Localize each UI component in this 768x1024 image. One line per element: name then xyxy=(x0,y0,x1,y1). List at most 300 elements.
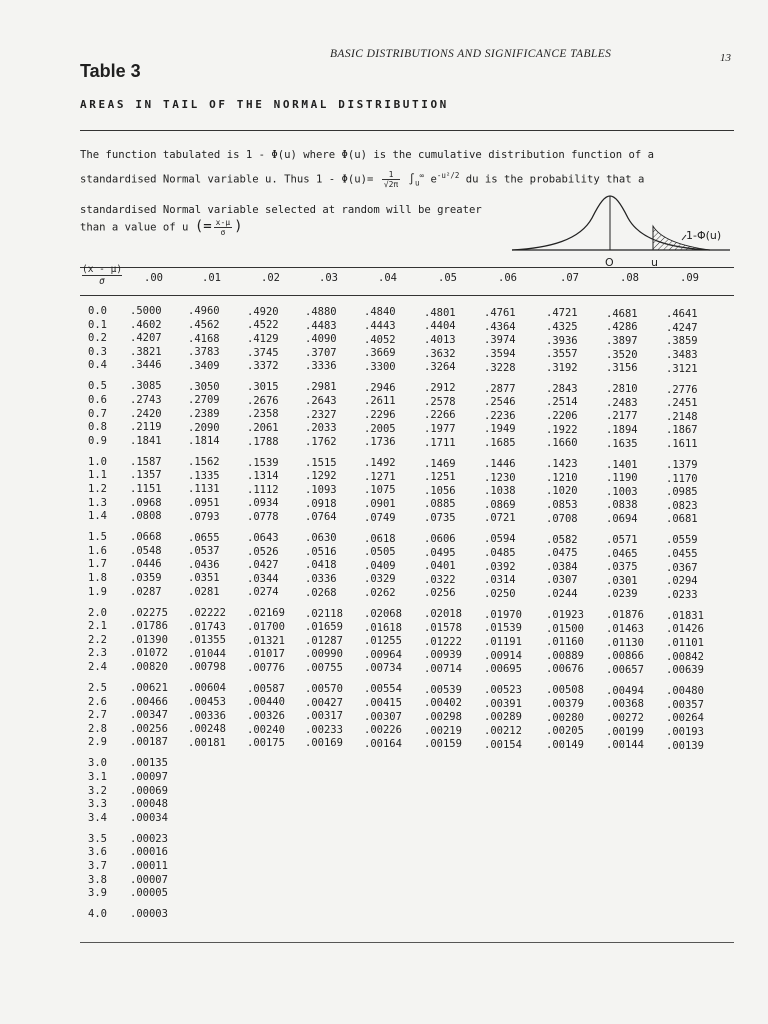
table-cell: .2206 xyxy=(546,410,578,423)
normal-curve-figure xyxy=(510,188,732,260)
table-cell: .01355 xyxy=(188,634,226,647)
table-cell: .00866 xyxy=(606,650,644,663)
table-cell: .0233 xyxy=(666,588,698,601)
table-cell: .00964 xyxy=(364,648,402,661)
table-cell: .0344 xyxy=(247,572,279,585)
table-cell: .0918 xyxy=(305,497,337,510)
running-header: BASIC DISTRIBUTIONS AND SIGNIFICANCE TABLES xyxy=(330,48,612,60)
table-cell: .1539 xyxy=(247,456,279,469)
table-cell: .0475 xyxy=(546,547,578,560)
description-line-3: standardised Normal variable selected at random will be greater xyxy=(80,204,482,216)
table-cell: .3050 xyxy=(188,380,220,393)
table-cell: .1251 xyxy=(424,471,456,484)
table-cell: .0606 xyxy=(424,532,456,545)
table-cell: .00379 xyxy=(546,698,584,711)
table-cell: .3264 xyxy=(424,361,456,374)
row-u-value: 3.2 xyxy=(88,784,107,797)
table-cell: .00466 xyxy=(130,695,168,708)
row-u-value: 0.1 xyxy=(88,318,107,331)
table-cell: .2266 xyxy=(424,409,456,422)
integral-sign: ∫ xyxy=(408,173,416,186)
table-cell: .2148 xyxy=(666,410,698,423)
row-u-value: 1.1 xyxy=(88,469,107,482)
table-cell: .2389 xyxy=(188,407,220,420)
table-cell: .00007 xyxy=(130,873,168,886)
table-cell: .01390 xyxy=(130,633,168,646)
table-cell: .4761 xyxy=(484,307,516,320)
table-cell: .0294 xyxy=(666,575,698,588)
table-cell: .2776 xyxy=(666,383,698,396)
column-header: .05 xyxy=(438,272,457,284)
table-cell: .4286 xyxy=(606,321,638,334)
table-cell: .00193 xyxy=(666,725,704,738)
table-cell: .02018 xyxy=(424,608,462,621)
table-cell: .0778 xyxy=(247,510,279,523)
table-cell: .00336 xyxy=(188,709,226,722)
table-cell: .4602 xyxy=(130,318,162,331)
table-cell: .0548 xyxy=(130,544,162,557)
table-cell: .0901 xyxy=(364,498,396,510)
table-cell: .02169 xyxy=(247,607,285,620)
table-cell: .0274 xyxy=(247,586,279,599)
table-cell: .1515 xyxy=(305,456,337,469)
table-cell: .01321 xyxy=(247,634,285,647)
row-u-value: 3.8 xyxy=(88,873,107,886)
row-u-value: 3.4 xyxy=(88,811,107,824)
table-cell: .4801 xyxy=(424,306,456,319)
table-cell: .00212 xyxy=(484,724,522,737)
row-u-value: 0.7 xyxy=(88,407,107,420)
table-cell: .0681 xyxy=(666,513,698,526)
table-cell: .00226 xyxy=(364,724,402,737)
table-cell: .1977 xyxy=(424,422,456,435)
exponential-base: e xyxy=(430,173,437,186)
table-cell: .4090 xyxy=(305,333,337,346)
table-cell: .0359 xyxy=(130,572,162,584)
table-cell: .1894 xyxy=(606,424,638,436)
table-cell: .00240 xyxy=(247,723,285,736)
table-cell: .00714 xyxy=(424,662,462,675)
row-u-value: 3.3 xyxy=(88,798,107,811)
table-cell: .00368 xyxy=(606,698,644,711)
table-cell: .3372 xyxy=(247,360,279,373)
row-u-value: 1.7 xyxy=(88,558,107,571)
table-cell: .0735 xyxy=(424,511,456,524)
table-cell: .00494 xyxy=(606,684,644,697)
table-cell: .01255 xyxy=(364,635,402,648)
table-cell: .02068 xyxy=(364,608,402,620)
table-cell: .0808 xyxy=(130,510,162,523)
table-cell: .2877 xyxy=(484,382,516,395)
row-u-value: 1.8 xyxy=(88,572,107,584)
table-cell: .2981 xyxy=(305,381,337,394)
table-cell: .0643 xyxy=(247,531,279,544)
table-cell: .00695 xyxy=(484,663,522,676)
table-cell: .0582 xyxy=(546,533,578,546)
table-cell: .0281 xyxy=(188,585,220,598)
table-cell: .3783 xyxy=(188,346,220,359)
table-cell: .3228 xyxy=(484,361,516,374)
table-cell: .3936 xyxy=(546,334,578,347)
table-cell: .0485 xyxy=(484,546,516,559)
exponent: -u²/2 xyxy=(436,171,460,180)
table-cell: .1762 xyxy=(305,435,337,448)
table-cell: .0885 xyxy=(424,498,456,511)
table-cell: .00391 xyxy=(484,697,522,710)
column-header: .09 xyxy=(680,272,699,284)
table-cell: .2611 xyxy=(364,395,396,408)
table-cell: .01659 xyxy=(305,621,343,634)
fraction-denominator: σ xyxy=(220,228,226,237)
table-cell: .0446 xyxy=(130,558,162,571)
table-cell: .00621 xyxy=(130,682,168,694)
table-cell: .0409 xyxy=(364,559,396,572)
row-u-value: 2.2 xyxy=(88,633,107,646)
table-cell: .1131 xyxy=(188,483,220,496)
row-u-value: 1.5 xyxy=(88,531,107,544)
row-u-value: 2.7 xyxy=(88,709,107,722)
row-u-value: 2.5 xyxy=(88,682,107,694)
table-subtitle: AREAS IN TAIL OF THE NORMAL DISTRIBUTION xyxy=(80,98,449,111)
row-u-value: 1.2 xyxy=(88,483,107,495)
table-cell: .1357 xyxy=(130,469,162,482)
table-cell: .4920 xyxy=(247,305,279,318)
table-cell: .0985 xyxy=(666,486,698,499)
table-cell: .0618 xyxy=(364,532,396,545)
description-line-1: The function tabulated is 1 - Φ(u) where Φ(u) is the cumulative distribution function of a xyxy=(80,149,655,161)
table-cell: .3821 xyxy=(130,345,162,358)
row-u-value: 2.0 xyxy=(88,606,107,619)
table-cell: .01923 xyxy=(546,609,584,622)
table-cell: .01500 xyxy=(546,622,584,635)
table-cell: .3446 xyxy=(130,359,162,372)
table-cell: .4483 xyxy=(305,319,337,332)
table-cell: .01970 xyxy=(484,608,522,621)
table-cell: .0384 xyxy=(546,560,578,573)
title-rule xyxy=(80,130,734,131)
table-cell: .0250 xyxy=(484,587,516,600)
table-cell: .3483 xyxy=(666,348,698,361)
table-cell: .4960 xyxy=(188,305,220,318)
table-cell: .00069 xyxy=(130,784,168,797)
table-title: Table 3 xyxy=(80,61,141,81)
table-cell: .00289 xyxy=(484,711,522,724)
table-cell: .2810 xyxy=(606,383,638,396)
table-cell: .00164 xyxy=(364,737,402,750)
header-rule-bottom xyxy=(80,295,734,296)
table-cell: .00219 xyxy=(424,724,462,737)
column-header: .06 xyxy=(498,272,517,284)
table-cell: .0668 xyxy=(130,531,162,544)
table-cell: .01072 xyxy=(130,647,168,660)
row-u-value: 0.6 xyxy=(88,394,107,406)
integral-upper-limit: ∞ xyxy=(419,171,425,180)
table-cell: .0708 xyxy=(546,512,578,525)
row-u-value: 2.3 xyxy=(88,647,107,660)
table-cell: .1314 xyxy=(247,470,279,483)
table-cell: .1335 xyxy=(188,469,220,482)
table-cell: .1401 xyxy=(606,458,638,471)
table-cell: .0869 xyxy=(484,498,516,511)
table-cell: .00144 xyxy=(606,739,644,752)
table-cell: .00326 xyxy=(247,709,285,722)
table-cell: .0630 xyxy=(305,532,337,545)
table-cell: .1056 xyxy=(424,484,456,497)
axis-u-label: u xyxy=(651,256,658,269)
table-cell: .01618 xyxy=(364,621,402,634)
table-cell: .00169 xyxy=(305,737,343,750)
table-cell: .1271 xyxy=(364,470,396,483)
table-cell: .1190 xyxy=(606,472,638,485)
table-cell: .0853 xyxy=(546,499,578,512)
table-cell: .4721 xyxy=(546,307,578,320)
row-u-value: 1.6 xyxy=(88,544,107,557)
bell-curve xyxy=(512,196,710,250)
table-cell: .00939 xyxy=(424,649,462,662)
table-cell: .2643 xyxy=(305,395,337,408)
table-cell: .00205 xyxy=(546,725,584,738)
row-u-value: 3.7 xyxy=(88,860,107,872)
table-cell: .5000 xyxy=(130,305,162,317)
table-cell: .3192 xyxy=(546,361,578,374)
formula-fraction xyxy=(382,170,400,189)
table-cell: .3632 xyxy=(424,347,456,360)
table-cell: .00199 xyxy=(606,725,644,738)
table-cell: .00415 xyxy=(364,697,402,709)
table-cell: .00317 xyxy=(305,710,343,723)
table-cell: .1038 xyxy=(484,485,516,498)
table-cell: .4129 xyxy=(247,332,279,345)
table-cell: .4168 xyxy=(188,332,220,345)
row-u-value: 0.9 xyxy=(88,434,107,447)
row-u-value: 1.3 xyxy=(88,496,107,509)
table-cell: .01700 xyxy=(247,620,285,633)
table-cell: .0721 xyxy=(484,512,516,525)
table-cell: .01191 xyxy=(484,635,522,648)
corner-numerator: (x - μ) xyxy=(82,264,123,275)
description-text-cont: du is the probability that a xyxy=(459,173,645,186)
table-cell: .0301 xyxy=(606,574,638,587)
table-cell: .00539 xyxy=(424,683,462,696)
table-cell: .00181 xyxy=(188,736,226,749)
table-cell: .1210 xyxy=(546,471,578,484)
table-cell: .4364 xyxy=(484,320,516,333)
table-cell: .2483 xyxy=(606,396,638,409)
table-cell: .00453 xyxy=(188,695,226,708)
table-cell: .1788 xyxy=(247,435,279,448)
table-cell: .0505 xyxy=(364,546,396,559)
header-rule-top xyxy=(80,267,734,268)
table-cell: .0694 xyxy=(606,513,638,525)
row-u-value: 0.3 xyxy=(88,345,107,358)
table-cell: .00427 xyxy=(305,696,343,709)
table-cell: .01044 xyxy=(188,647,226,660)
table-cell: .4052 xyxy=(364,333,396,346)
table-cell: .1711 xyxy=(424,436,456,449)
table-cell: .00480 xyxy=(666,685,704,698)
table-cell: .2033 xyxy=(305,422,337,435)
row-u-value: 4.0 xyxy=(88,908,107,921)
table-cell: .2177 xyxy=(606,410,638,423)
column-header: .07 xyxy=(560,272,579,284)
table-cell: .3974 xyxy=(484,334,516,347)
standardise-fraction xyxy=(214,218,232,237)
row-u-value: 3.6 xyxy=(88,846,107,859)
table-cell: .00604 xyxy=(188,682,226,695)
table-cell: .00570 xyxy=(305,683,343,696)
table-cell: .3336 xyxy=(305,360,337,373)
table-cell: .00016 xyxy=(130,846,168,859)
table-cell: .01786 xyxy=(130,620,168,633)
tail-area-label: 1-Φ(u) xyxy=(686,229,722,242)
table-cell: .3121 xyxy=(666,362,698,375)
table-cell: .01831 xyxy=(666,609,704,622)
page-number: 13 xyxy=(720,52,731,64)
table-cell: .00440 xyxy=(247,696,285,709)
table-cell: .00175 xyxy=(247,737,285,750)
table-cell: .0256 xyxy=(424,587,456,600)
table-cell: .0968 xyxy=(130,496,162,509)
table-cell: .00734 xyxy=(364,662,402,675)
table-cell: .1469 xyxy=(424,457,456,470)
table-cell: .00990 xyxy=(305,648,343,661)
table-cell: .0526 xyxy=(247,545,279,558)
table-cell: .4880 xyxy=(305,306,337,319)
table-cell: .2061 xyxy=(247,421,279,434)
table-cell: .00034 xyxy=(130,811,168,824)
table-cell: .0351 xyxy=(188,572,220,585)
table-cell: .01578 xyxy=(424,621,462,634)
table-cell: .1492 xyxy=(364,457,396,470)
table-cell: .00842 xyxy=(666,650,704,663)
table-cell: .0793 xyxy=(188,510,220,523)
table-cell: .0655 xyxy=(188,531,220,544)
table-cell: .0307 xyxy=(546,574,578,587)
description-text: standardised Normal variable u. Thus 1 - Φ(u)= xyxy=(80,173,374,186)
table-cell: .2912 xyxy=(424,382,456,395)
table-cell: .00889 xyxy=(546,649,584,662)
table-cell: .00005 xyxy=(130,887,168,900)
row-u-value: 1.9 xyxy=(88,585,107,598)
table-cell: .0262 xyxy=(364,587,396,599)
table-cell: .3300 xyxy=(364,360,396,373)
table-cell: .0401 xyxy=(424,560,456,573)
table-cell: .2946 xyxy=(364,381,396,394)
table-cell: .4325 xyxy=(546,321,578,334)
row-u-value: 2.9 xyxy=(88,736,107,749)
table-cell: .2514 xyxy=(546,396,578,409)
table-cell: .4840 xyxy=(364,306,396,319)
table-cell: .1635 xyxy=(606,437,638,450)
table-cell: .1922 xyxy=(546,423,578,436)
table-cell: .01743 xyxy=(188,620,226,633)
table-cell: .2358 xyxy=(247,408,279,421)
column-header: .02 xyxy=(261,272,280,284)
row-u-value: 0.0 xyxy=(88,305,107,317)
table-cell: .00587 xyxy=(247,682,285,695)
table-cell: .0764 xyxy=(305,511,337,524)
table-cell: .0537 xyxy=(188,545,220,558)
table-cell: .00776 xyxy=(247,661,285,674)
row-u-value: 0.4 xyxy=(88,359,107,372)
table-cell: .00347 xyxy=(130,709,168,722)
table-cell: .01130 xyxy=(606,636,644,649)
table-cell: .00159 xyxy=(424,738,462,751)
table-cell: .3594 xyxy=(484,347,516,360)
table-cell: .1685 xyxy=(484,436,516,449)
table-cell: .00256 xyxy=(130,722,168,735)
table-cell: .3409 xyxy=(188,359,220,372)
table-cell: .1736 xyxy=(364,436,396,449)
table-cell: .3859 xyxy=(666,335,698,348)
table-cell: .0418 xyxy=(305,559,337,572)
table-cell: .4247 xyxy=(666,321,698,334)
corner-denominator: σ xyxy=(99,276,105,287)
table-cell: .3156 xyxy=(606,362,638,375)
table-cell: .00523 xyxy=(484,684,522,697)
table-cell: .1446 xyxy=(484,457,516,470)
row-u-value: 3.0 xyxy=(88,757,107,770)
column-header: .04 xyxy=(378,272,397,284)
table-cell: .4681 xyxy=(606,307,638,320)
table-cell: .3557 xyxy=(546,348,578,361)
table-cell: .2578 xyxy=(424,395,456,408)
table-cell: .4207 xyxy=(130,332,162,345)
table-cell: .0436 xyxy=(188,558,220,571)
column-header: .03 xyxy=(319,272,338,284)
table-cell: .1660 xyxy=(546,437,578,450)
row-u-value: 0.5 xyxy=(88,380,107,393)
fraction-numerator: x-μ xyxy=(215,218,231,227)
row-u-value: 0.2 xyxy=(88,332,107,345)
table-cell: .00248 xyxy=(188,723,226,736)
row-u-value: 2.8 xyxy=(88,722,107,735)
table-cell: .0329 xyxy=(364,573,396,586)
table-cell: .00272 xyxy=(606,712,644,724)
table-cell: .2327 xyxy=(305,408,337,421)
table-cell: .00097 xyxy=(130,771,168,783)
table-cell: .1075 xyxy=(364,484,396,497)
table-cell: .02275 xyxy=(130,606,168,619)
table-cell: .0427 xyxy=(247,559,279,572)
table-cell: .1814 xyxy=(188,435,220,448)
table-cell: .00149 xyxy=(546,738,584,751)
table-cell: .00023 xyxy=(130,832,168,845)
table-cell: .00820 xyxy=(130,661,168,673)
table-cell: .2843 xyxy=(546,382,578,395)
table-cell: .1949 xyxy=(484,423,516,436)
table-cell: .1112 xyxy=(247,483,279,496)
table-cell: .0951 xyxy=(188,496,220,509)
table-cell: .00402 xyxy=(424,697,462,710)
row-u-value: 2.4 xyxy=(88,661,107,673)
table-cell: .3520 xyxy=(606,348,638,361)
table-cell: .4522 xyxy=(247,319,279,332)
table-cell: .01876 xyxy=(606,609,644,622)
table-cell: .01539 xyxy=(484,622,522,635)
table-cell: .00264 xyxy=(666,712,704,725)
table-cell: .00280 xyxy=(546,711,584,724)
table-cell: .0336 xyxy=(305,573,337,586)
table-cell: .1867 xyxy=(666,424,698,437)
table-cell: .00011 xyxy=(130,860,168,872)
table-cell: .00139 xyxy=(666,739,704,752)
table-cell: .00154 xyxy=(484,738,522,751)
table-cell: .00357 xyxy=(666,698,704,711)
table-cell: .0838 xyxy=(606,499,638,512)
table-cell: .1562 xyxy=(188,456,220,469)
table-cell: .0495 xyxy=(424,546,456,559)
